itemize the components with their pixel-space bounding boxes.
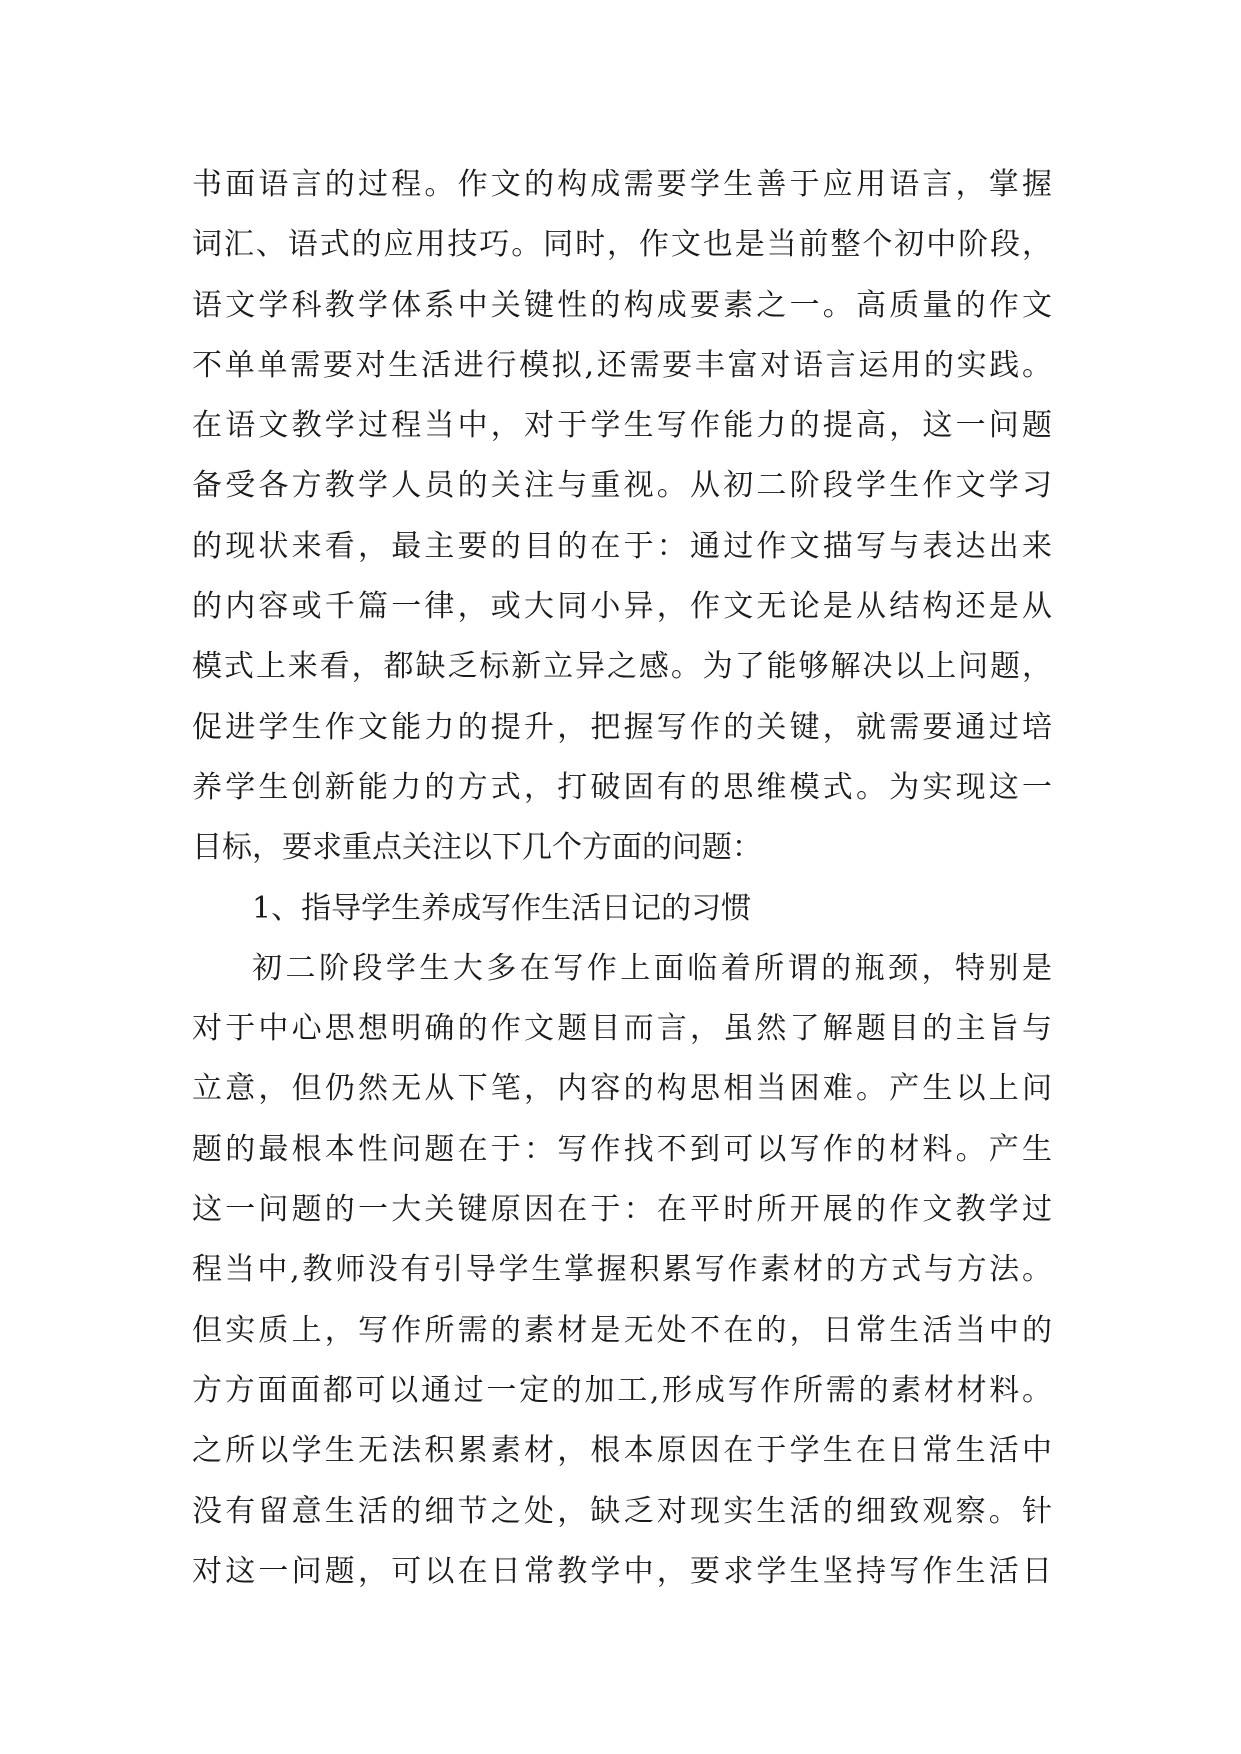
text-line: 立意，但仍然无从下笔，内容的构思相当困难。产生以上问	[192, 1071, 1052, 1107]
text-line: 在语文教学过程当中，对于学生写作能力的提高，这一问题	[192, 408, 1052, 444]
text-line: 对这一问题，可以在日常教学中，要求学生坚持写作生活日	[192, 1553, 1052, 1589]
text-line: 不单单需要对生活进行模拟,还需要丰富对语言运用的实践。	[192, 347, 1052, 383]
text-line: 程当中,教师没有引导学生掌握积累写作素材的方式与方法。	[192, 1252, 1052, 1288]
text-line: 促进学生作文能力的提升，把握写作的关键，就需要通过培	[192, 709, 1052, 745]
text-line: 语文学科教学体系中关键性的构成要素之一。高质量的作文	[192, 287, 1052, 323]
body-text	[192, 155, 1052, 1602]
text-line: 书面语言的过程。作文的构成需要学生善于应用语言，掌握	[192, 167, 1052, 202]
text-line: 模式上来看，都缺乏标新立异之感。为了能够解决以上问题，	[192, 649, 1052, 685]
text-line: 题的最根本性问题在于：写作找不到可以写作的材料。产生	[192, 1131, 1052, 1167]
text-line: 目标，要求重点关注以下几个方面的问题：	[192, 830, 762, 866]
text-line: 初二阶段学生大多在写作上面临着所谓的瓶颈，特别是	[252, 950, 1052, 986]
text-line: 但实质上，写作所需的素材是无处不在的，日常生活当中的	[192, 1312, 1052, 1348]
section-heading: 1、指导学生养成写作生活日记的习惯	[252, 890, 752, 926]
text-line: 这一问题的一大关键原因在于：在平时所开展的作文教学过	[192, 1192, 1052, 1228]
text-line: 词汇、语式的应用技巧。同时，作文也是当前整个初中阶段，	[192, 227, 1052, 263]
text-line: 方方面面都可以通过一定的加工,形成写作所需的素材材料。	[192, 1372, 1052, 1408]
text-line: 没有留意生活的细节之处，缺乏对现实生活的细致观察。针	[192, 1493, 1052, 1529]
text-line: 备受各方教学人员的关注与重视。从初二阶段学生作文学习	[192, 468, 1052, 504]
text-line: 对于中心思想明确的作文题目而言，虽然了解题目的主旨与	[192, 1011, 1052, 1047]
text-line: 的现状来看，最主要的目的在于：通过作文描写与表达出来	[192, 528, 1052, 564]
text-line: 之所以学生无法积累素材，根本原因在于学生在日常生活中	[192, 1433, 1052, 1469]
text-line: 的内容或千篇一律，或大同小异，作文无论是从结构还是从	[192, 589, 1052, 625]
text-line: 养学生创新能力的方式，打破固有的思维模式。为实现这一	[192, 769, 1052, 805]
